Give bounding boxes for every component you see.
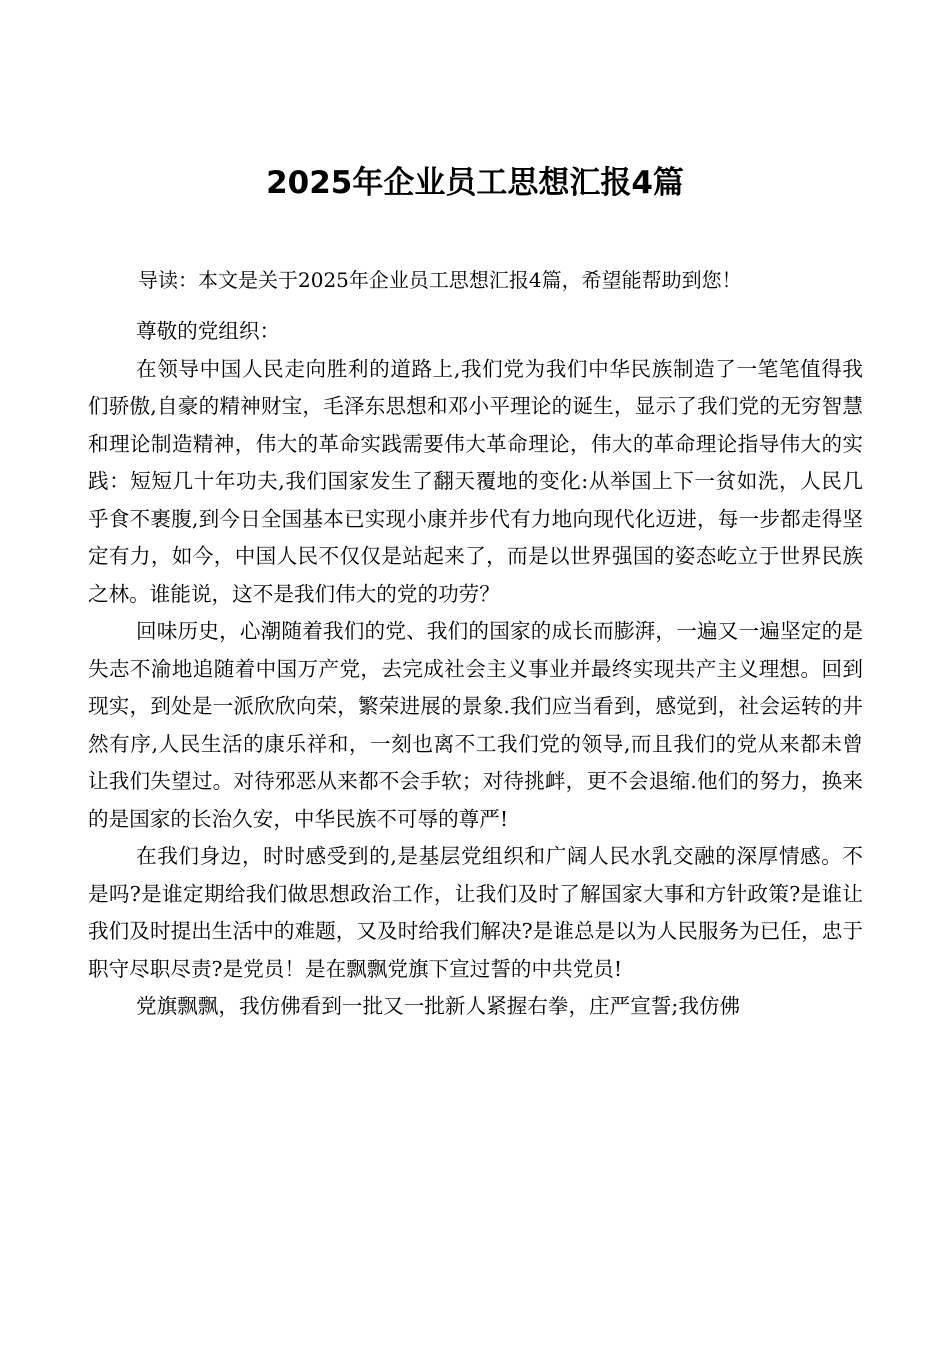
body-paragraph: 在我们身边，时时感受到的,是基层党组织和广阔人民水乳交融的深厚情感。不是吗?是谁定期给我们做思想政治工作，让我们及时了解国家大事和方针政策?是谁让我们及时提出生活中的难题，又及时给我们解决?是谁总是以为人民服务为已任，忠于职守尽职尽责?是党员！是在飘飘党旗下宣过誓的中共党员! [88, 844, 863, 981]
body-paragraph: 回味历史，心潮随着我们的党、我们的国家的成长而膨湃，一遍又一遍坚定的是失志不渝地追随着中国万产党，去完成社会主义事业并最终实现共产主义理想。回到现实，到处是一派欣欣向荣，繁荣进展的景象.我们应当看到，感觉到，社会运转的井然有序,人民生活的康乐祥和，一刻也离不工我们党的领导,而且我们的党从来都未曾让我们失望过。对待邪恶从来都不会手软；对待挑衅，更不会退缩.他们的努力，换来的是国家的长治久安，中华民族不可辱的尊严! [88, 619, 863, 831]
salutation: 尊敬的党组织： [136, 319, 281, 343]
lead-paragraph: 导读：本文是关于2025年企业员工思想汇报4篇，希望能帮助到您！ [138, 268, 742, 292]
document-body [88, 313, 863, 1026]
body-paragraph: 在领导中国人民走向胜利的道路上,我们党为我们中华民族制造了一笔笔值得我们骄傲,自豪的精神财宝，毛泽东思想和邓小平理论的诞生，显示了我们党的无穷智慧和理论制造精神，伟大的革命实践需要伟大革命理论，伟大的革命理论指导伟大的实践：短短几十年功夫,我们国家发生了翻天覆地的变化:从举国上下一贫如洗，人民几乎食不裹腹,到今日全国基本已实现小康并步代有力地向现代化迈进，每一步都走得坚定有力，如今，中国人民不仅仅是站起来了，而是以世界强国的姿态屹立于世界民族之林。谁能说，这不是我们伟大的党的功劳？ [88, 356, 863, 606]
body-paragraph: 党旗飘飘，我仿佛看到一批又一批新人紧握右拳，庄严宣誓;我仿佛 [136, 994, 741, 1018]
document-title: 2025年企业员工思想汇报4篇 [266, 165, 684, 201]
